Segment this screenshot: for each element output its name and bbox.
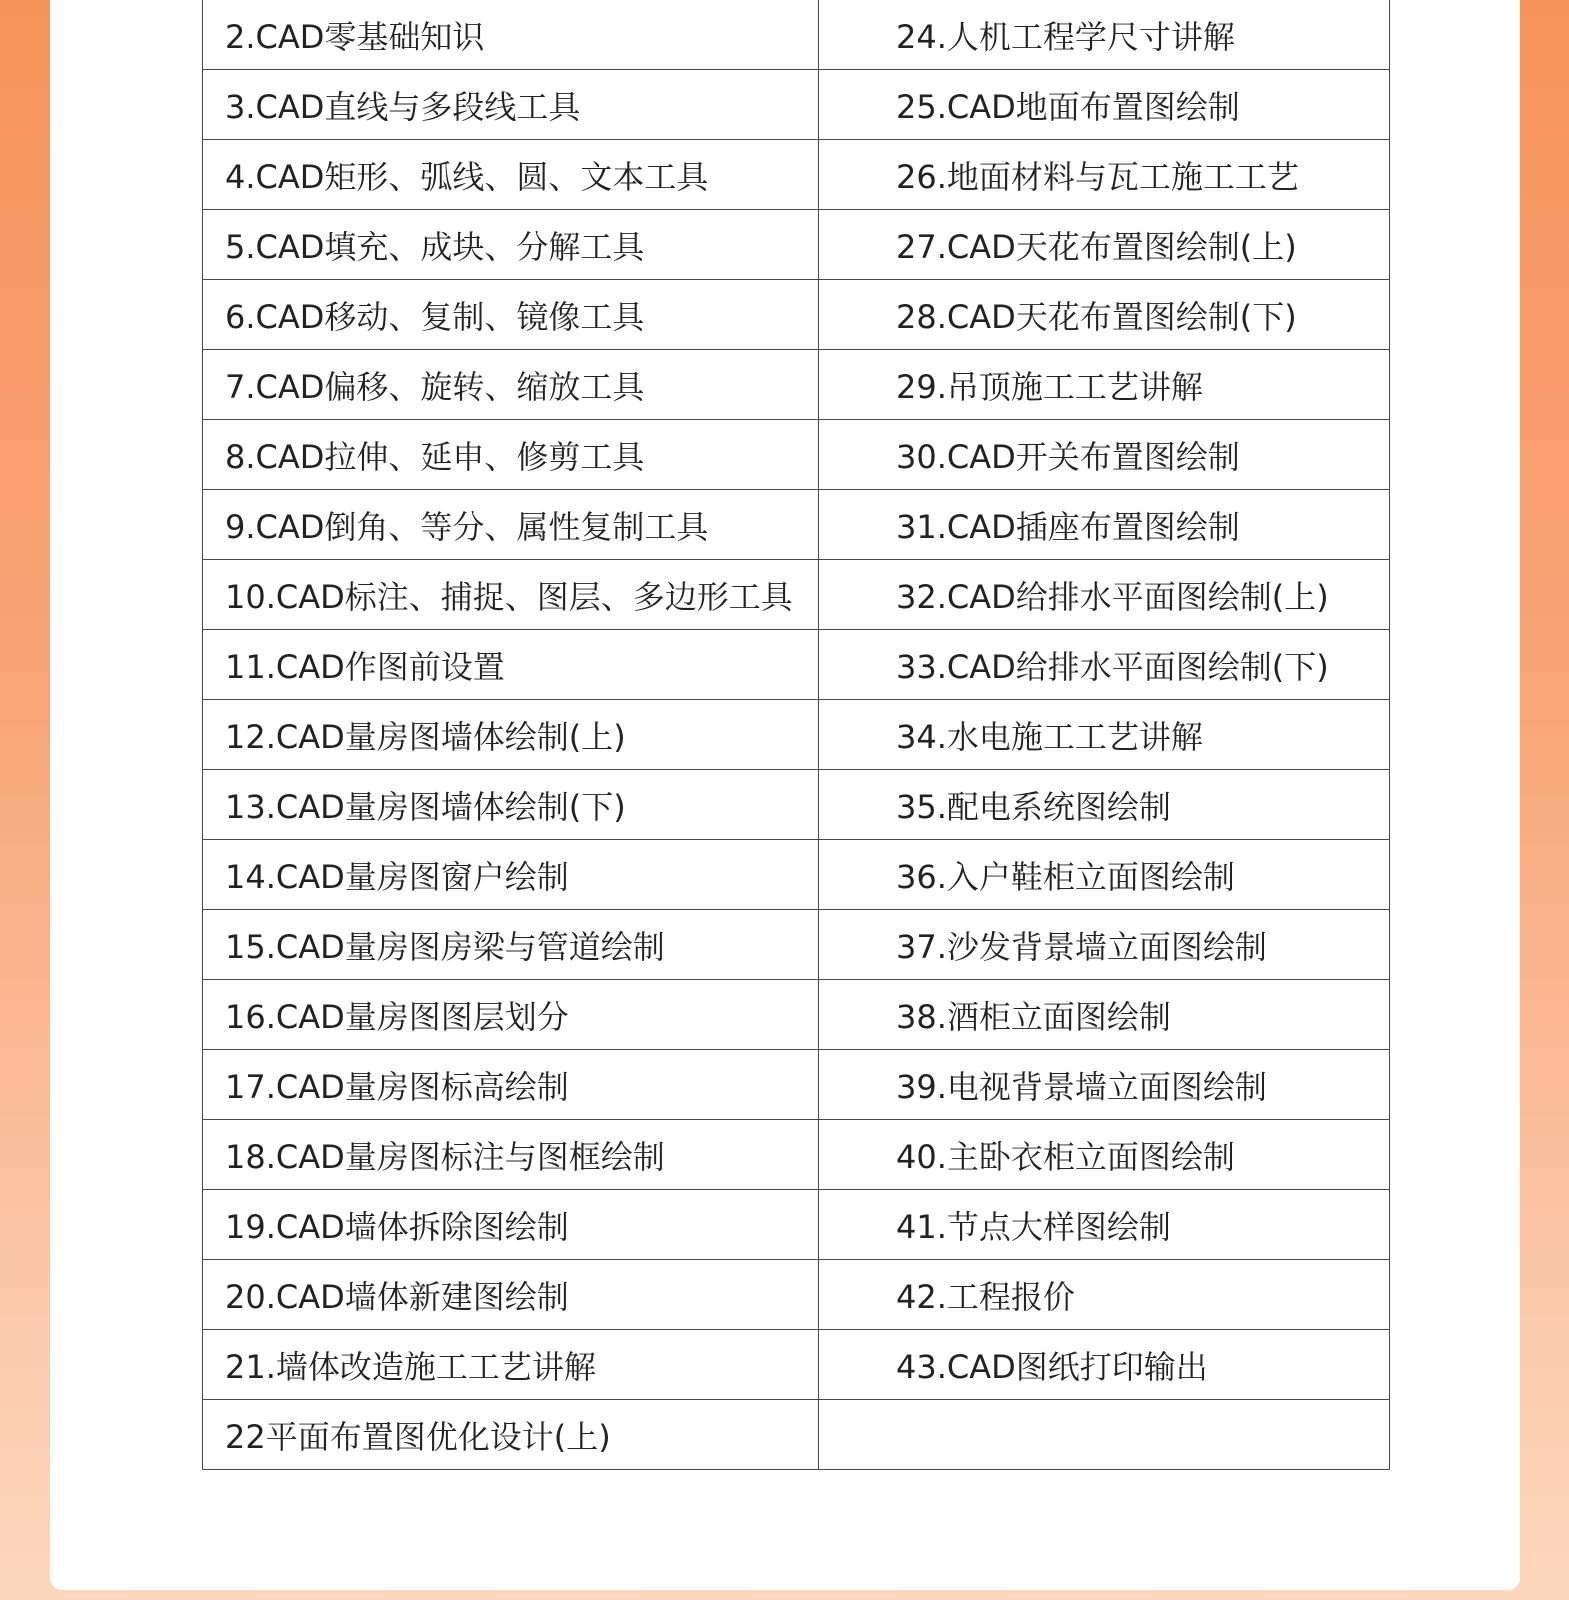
lesson-right-cell: 43.CAD图纸打印输出 [819,1330,1390,1400]
lesson-right-cell: 38.酒柜立面图绘制 [819,980,1390,1050]
table-row [203,980,1390,1050]
lesson-right-cell: 42.工程报价 [819,1260,1390,1330]
lesson-right-cell: 28.CAD天花布置图绘制(下) [819,280,1390,350]
lesson-left-cell: 21.墙体改造施工工艺讲解 [203,1330,819,1400]
lesson-right-cell: 26.地面材料与瓦工施工工艺 [819,140,1390,210]
table-row [203,910,1390,980]
lesson-left-cell: 10.CAD标注、捕捉、图层、多边形工具 [203,560,819,630]
lesson-left-cell: 7.CAD偏移、旋转、缩放工具 [203,350,819,420]
lesson-right-cell: 24.人机工程学尺寸讲解 [819,0,1390,70]
table-row [203,560,1390,630]
table-row [203,1400,1390,1470]
table-row [203,280,1390,350]
table-row [203,490,1390,560]
table-row [203,420,1390,490]
lesson-left-cell: 19.CAD墙体拆除图绘制 [203,1190,819,1260]
table-row [203,0,1390,70]
lesson-left-cell: 13.CAD量房图墙体绘制(下) [203,770,819,840]
lesson-left-cell: 3.CAD直线与多段线工具 [203,70,819,140]
lesson-left-cell: 2.CAD零基础知识 [203,0,819,70]
table-row [203,1190,1390,1260]
lesson-right-cell: 41.节点大样图绘制 [819,1190,1390,1260]
lesson-left-cell: 6.CAD移动、复制、镜像工具 [203,280,819,350]
course-list-table [202,0,1390,1470]
table-row [203,1330,1390,1400]
table-row [203,350,1390,420]
lesson-left-cell: 18.CAD量房图标注与图框绘制 [203,1120,819,1190]
lesson-right-cell: 37.沙发背景墙立面图绘制 [819,910,1390,980]
lesson-left-cell: 22平面布置图优化设计(上) [203,1400,819,1470]
course-list-body [203,0,1390,1470]
lesson-right-cell: 25.CAD地面布置图绘制 [819,70,1390,140]
table-row [203,840,1390,910]
table-row [203,1260,1390,1330]
lesson-left-cell: 16.CAD量房图图层划分 [203,980,819,1050]
lesson-right-cell: 39.电视背景墙立面图绘制 [819,1050,1390,1120]
table-row [203,770,1390,840]
lesson-left-cell: 5.CAD填充、成块、分解工具 [203,210,819,280]
lesson-right-cell: 27.CAD天花布置图绘制(上) [819,210,1390,280]
table-row [203,700,1390,770]
table-row [203,1050,1390,1120]
lesson-right-cell: 35.配电系统图绘制 [819,770,1390,840]
lesson-left-cell: 17.CAD量房图标高绘制 [203,1050,819,1120]
table-row [203,70,1390,140]
lesson-left-cell: 9.CAD倒角、等分、属性复制工具 [203,490,819,560]
lesson-right-cell: 40.主卧衣柜立面图绘制 [819,1120,1390,1190]
lesson-right-cell: 31.CAD插座布置图绘制 [819,490,1390,560]
lesson-right-cell: 34.水电施工工艺讲解 [819,700,1390,770]
table-row [203,140,1390,210]
table-row [203,630,1390,700]
lesson-left-cell: 11.CAD作图前设置 [203,630,819,700]
lesson-right-cell: 32.CAD给排水平面图绘制(上) [819,560,1390,630]
lesson-right-cell: 33.CAD给排水平面图绘制(下) [819,630,1390,700]
lesson-right-cell [819,1400,1390,1470]
lesson-left-cell: 4.CAD矩形、弧线、圆、文本工具 [203,140,819,210]
content-card [50,0,1520,1590]
lesson-right-cell: 30.CAD开关布置图绘制 [819,420,1390,490]
lesson-left-cell: 15.CAD量房图房梁与管道绘制 [203,910,819,980]
table-row [203,210,1390,280]
lesson-left-cell: 8.CAD拉伸、延申、修剪工具 [203,420,819,490]
table-row [203,1120,1390,1190]
lesson-left-cell: 14.CAD量房图窗户绘制 [203,840,819,910]
lesson-left-cell: 20.CAD墙体新建图绘制 [203,1260,819,1330]
lesson-right-cell: 29.吊顶施工工艺讲解 [819,350,1390,420]
lesson-right-cell: 36.入户鞋柜立面图绘制 [819,840,1390,910]
lesson-left-cell: 12.CAD量房图墙体绘制(上) [203,700,819,770]
